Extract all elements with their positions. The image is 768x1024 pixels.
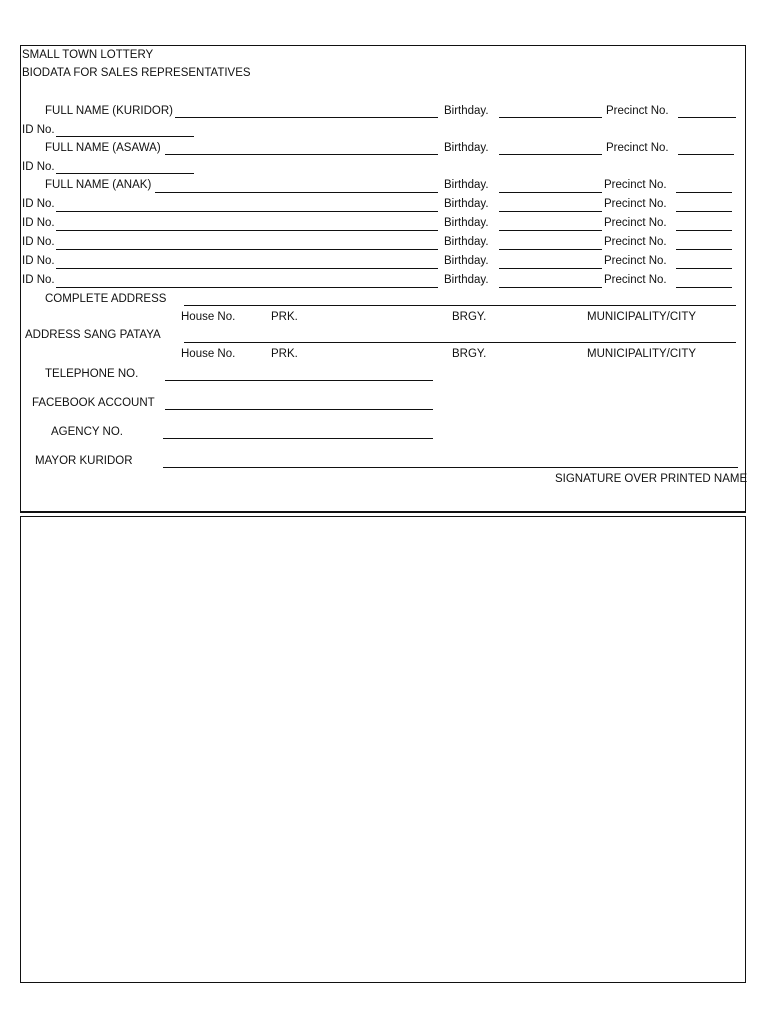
brgy-label: BRGY. — [452, 311, 487, 323]
id-no-label: ID No. — [22, 124, 55, 136]
precinct-line[interactable] — [676, 230, 732, 231]
id-no-label: ID No. — [22, 255, 55, 267]
id-no-line[interactable] — [56, 173, 194, 174]
brgy-label: BRGY. — [452, 348, 487, 360]
full-name-asawa-label: FULL NAME (ASAWA) — [45, 142, 161, 154]
birthday-label: Birthday. — [444, 198, 489, 210]
form-subtitle: BIODATA FOR SALES REPRESENTATIVES — [22, 67, 251, 79]
id-no-line[interactable] — [56, 230, 438, 231]
birthday-line[interactable] — [499, 230, 602, 231]
birthday-label: Birthday. — [444, 142, 489, 154]
municipality-city-label: MUNICIPALITY/CITY — [587, 348, 697, 360]
precinct-label: Precinct No. — [604, 198, 667, 210]
precinct-line[interactable] — [676, 268, 732, 269]
full-name-kuridor-label: FULL NAME (KURIDOR) — [45, 105, 173, 117]
telephone-label: TELEPHONE NO. — [45, 368, 139, 380]
agency-no-label: AGENCY NO. — [51, 426, 123, 438]
birthday-label: Birthday. — [444, 179, 489, 191]
municipality-city-label: MUNICIPALITY/CITY — [587, 311, 697, 323]
blank-box — [20, 516, 746, 983]
id-no-line[interactable] — [56, 268, 438, 269]
prk-label: PRK. — [271, 311, 298, 323]
id-no-line[interactable] — [56, 249, 438, 250]
full-name-asawa-line[interactable] — [165, 154, 438, 155]
full-name-kuridor-line[interactable] — [175, 117, 438, 118]
birthday-label: Birthday. — [444, 255, 489, 267]
id-no-line[interactable] — [56, 211, 438, 212]
mayor-kuridor-label: MAYOR KURIDOR — [35, 455, 133, 467]
birthday-line[interactable] — [499, 268, 602, 269]
agency-no-line[interactable] — [163, 438, 433, 439]
house-no-label: House No. — [181, 348, 236, 360]
birthday-label: Birthday. — [444, 236, 489, 248]
precinct-line[interactable] — [678, 154, 734, 155]
precinct-label: Precinct No. — [604, 217, 667, 229]
facebook-label: FACEBOOK ACCOUNT — [32, 397, 155, 409]
signature-label: SIGNATURE OVER PRINTED NAME — [555, 473, 748, 485]
form-title: SMALL TOWN LOTTERY — [22, 49, 154, 61]
mayor-kuridor-line[interactable] — [163, 467, 738, 468]
precinct-label: Precinct No. — [606, 105, 669, 117]
birthday-label: Birthday. — [444, 274, 489, 286]
birthday-line[interactable] — [499, 117, 602, 118]
birthday-line[interactable] — [499, 154, 602, 155]
precinct-label: Precinct No. — [604, 179, 667, 191]
birthday-line[interactable] — [499, 192, 602, 193]
id-no-label: ID No. — [22, 198, 55, 210]
birthday-label: Birthday. — [444, 217, 489, 229]
id-no-label: ID No. — [22, 274, 55, 286]
birthday-line[interactable] — [499, 249, 602, 250]
id-no-label: ID No. — [22, 236, 55, 248]
house-no-label: House No. — [181, 311, 236, 323]
prk-label: PRK. — [271, 348, 298, 360]
precinct-label: Precinct No. — [604, 274, 667, 286]
facebook-line[interactable] — [165, 409, 433, 410]
precinct-label: Precinct No. — [604, 236, 667, 248]
address-sang-pataya-label: ADDRESS SANG PATAYA — [25, 329, 161, 341]
id-no-line[interactable] — [56, 136, 194, 137]
complete-address-label: COMPLETE ADDRESS — [45, 293, 167, 305]
precinct-line[interactable] — [678, 117, 736, 118]
birthday-label: Birthday. — [444, 105, 489, 117]
precinct-label: Precinct No. — [604, 255, 667, 267]
birthday-line[interactable] — [499, 211, 602, 212]
id-no-label: ID No. — [22, 161, 55, 173]
telephone-line[interactable] — [165, 380, 433, 381]
precinct-line[interactable] — [676, 192, 732, 193]
full-name-anak-label: FULL NAME (ANAK) — [45, 179, 152, 191]
full-name-anak-line[interactable] — [155, 192, 438, 193]
precinct-label: Precinct No. — [606, 142, 669, 154]
id-no-line[interactable] — [56, 287, 438, 288]
id-no-label: ID No. — [22, 217, 55, 229]
complete-address-line[interactable] — [184, 305, 736, 306]
birthday-line[interactable] — [499, 287, 602, 288]
precinct-line[interactable] — [676, 211, 732, 212]
address-sang-pataya-line[interactable] — [184, 342, 736, 343]
precinct-line[interactable] — [676, 287, 732, 288]
precinct-line[interactable] — [676, 249, 732, 250]
